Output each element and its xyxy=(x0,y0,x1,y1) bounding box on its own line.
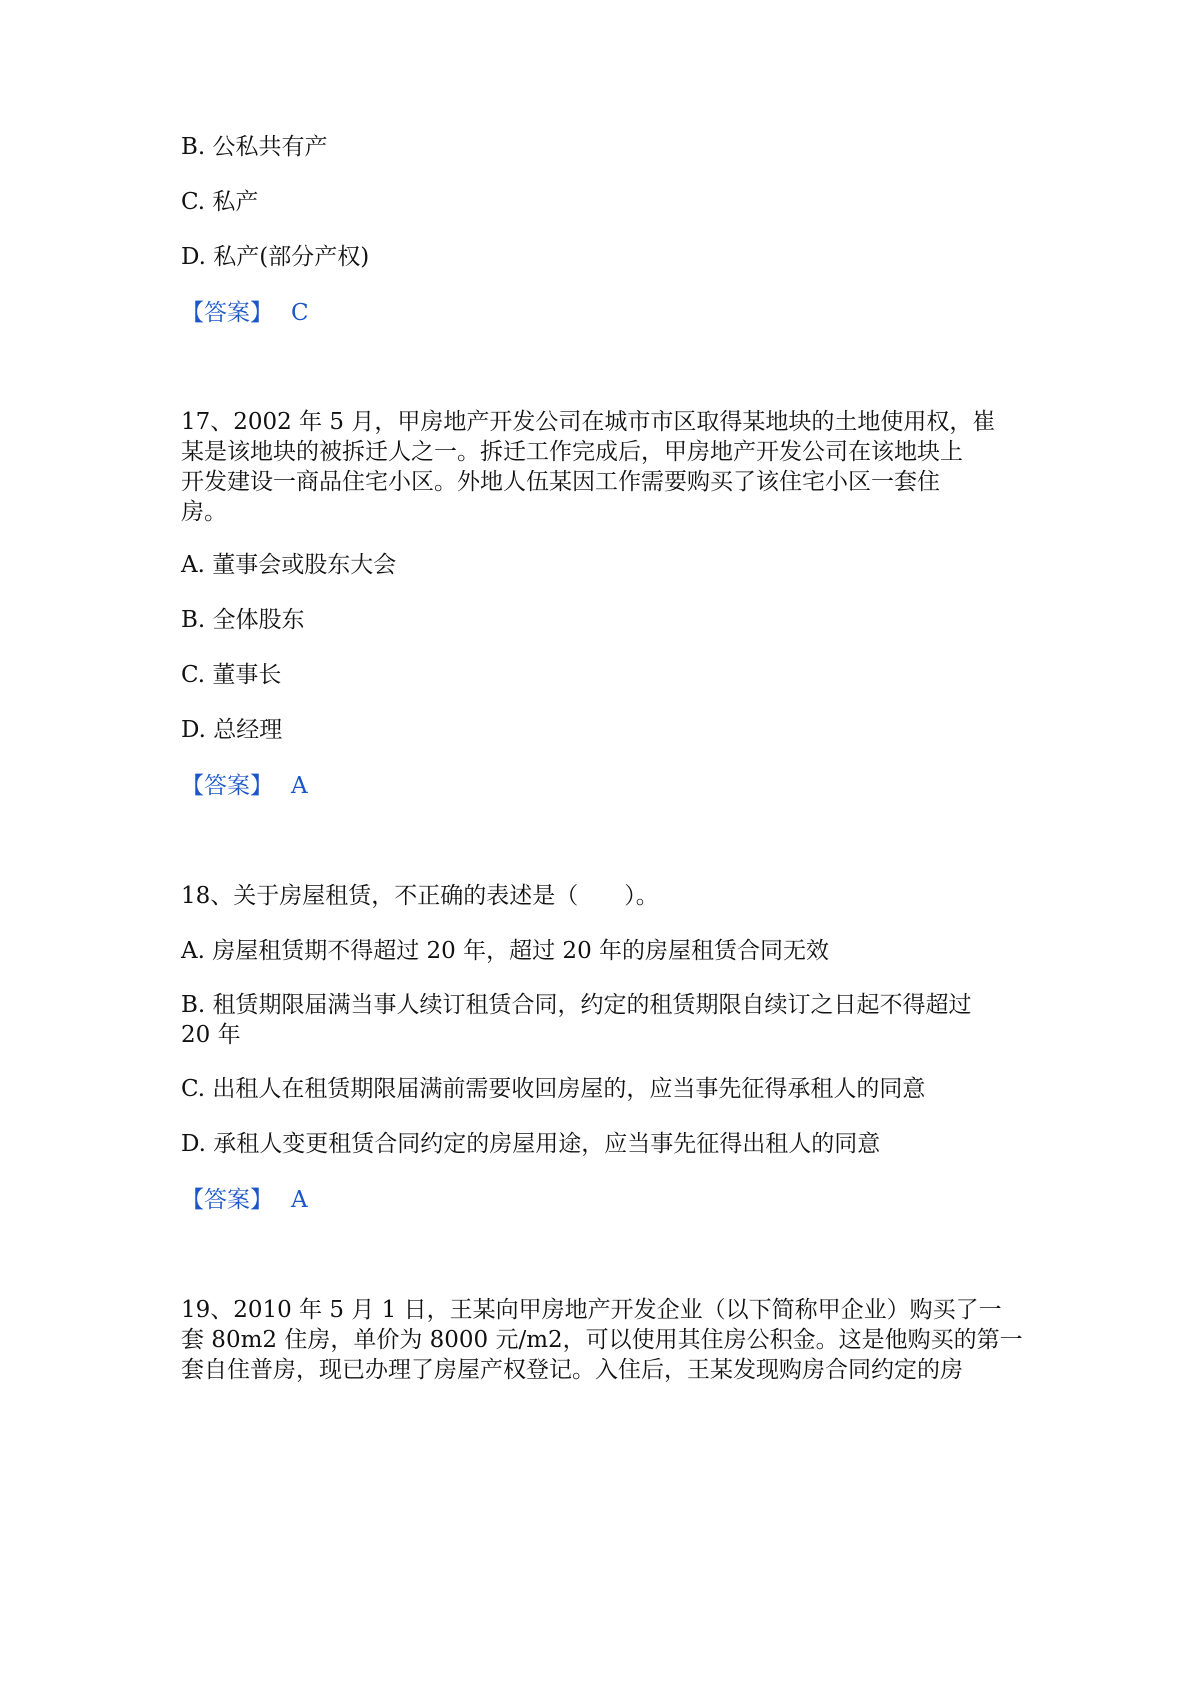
q17-answer xyxy=(181,770,308,802)
q18-option-c: C. 出租人在租赁期限届满前需要收回房屋的，应当事先征得承租人的同意 xyxy=(181,1076,926,1102)
q17-option-a: A. 董事会或股东大会 xyxy=(181,552,397,578)
q17-option-d: D. 总经理 xyxy=(181,717,283,743)
q17-stem-line-4: 房。 xyxy=(181,499,227,525)
q17-option-c: C. 董事长 xyxy=(181,662,282,688)
q16-option-b: B. 公私共有产 xyxy=(181,134,328,160)
q16-answer-value: C xyxy=(291,300,309,326)
q17-stem-line-3: 开发建设一商品住宅小区。外地人伍某因工作需要购买了该住宅小区一套住 xyxy=(181,469,940,495)
q18-option-a: A. 房屋租赁期不得超过 20 年，超过 20 年的房屋租赁合同无效 xyxy=(181,938,830,964)
q19-stem-line-3: 套自住普房，现已办理了房屋产权登记。入住后，王某发现购房合同约定的房 xyxy=(181,1357,963,1383)
q18-option-b-line-1: B. 租赁期限届满当事人续订租赁合同，约定的租赁期限自续订之日起不得超过 xyxy=(181,992,972,1018)
q16-option-d: D. 私产(部分产权) xyxy=(181,244,370,270)
q18-answer-label: 【答案】 xyxy=(181,1187,273,1213)
q17-stem-line-2: 某是该地块的被拆迁人之一。拆迁工作完成后，甲房地产开发公司在该地块上 xyxy=(181,439,963,465)
q17-option-b: B. 全体股东 xyxy=(181,607,305,633)
q17-answer-label: 【答案】 xyxy=(181,773,273,799)
q18-answer-value: A xyxy=(291,1187,308,1213)
q16-answer xyxy=(181,297,309,329)
q18-stem-line-1: 18、关于房屋租赁，不正确的表述是（ ）。 xyxy=(181,883,659,909)
q18-option-b-line-2: 20 年 xyxy=(181,1022,241,1048)
q17-answer-value: A xyxy=(291,773,308,799)
q16-answer-label: 【答案】 xyxy=(181,300,273,326)
q17-stem-line-1: 17、2002 年 5 月，甲房地产开发公司在城市市区取得某地块的土地使用权，崔 xyxy=(181,409,996,435)
q18-option-d: D. 承租人变更租赁合同约定的房屋用途，应当事先征得出租人的同意 xyxy=(181,1131,881,1157)
q18-answer xyxy=(181,1184,308,1216)
q19-stem-line-2: 套 80m2 住房，单价为 8000 元/m2，可以使用其住房公积金。这是他购买的第一 xyxy=(181,1327,1023,1353)
q16-option-c: C. 私产 xyxy=(181,189,259,215)
q19-stem-line-1: 19、2010 年 5 月 1 日，王某向甲房地产开发企业（以下简称甲企业）购买了一 xyxy=(181,1297,1002,1323)
